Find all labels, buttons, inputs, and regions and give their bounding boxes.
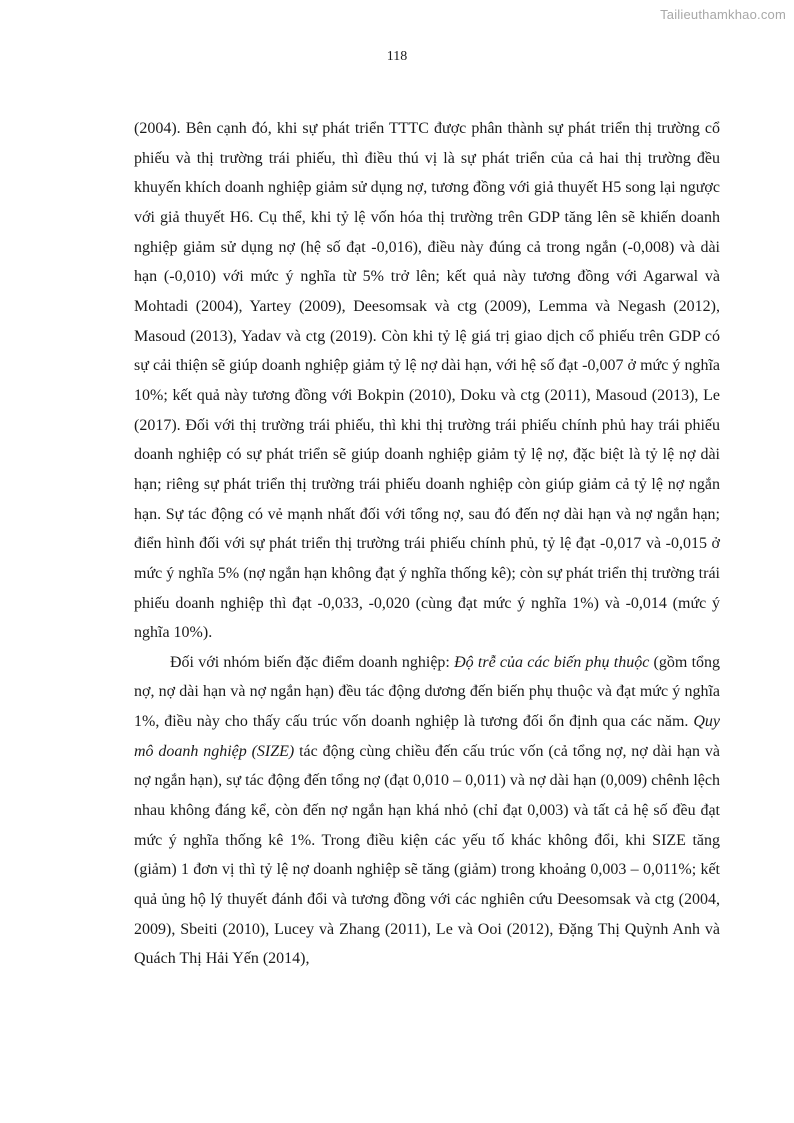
italic-term-firm-size: Quy mô doanh nghiệp (SIZE) <box>134 713 720 760</box>
document-body <box>134 114 720 974</box>
paragraph-text: (gồm tổng nợ, nợ dài hạn và nợ ngắn hạn) đều tác động dương đến biến phụ thuộc và đạt mức ý nghĩa 1%, điều này cho thấy cấu trúc vốn doanh nghiệp là tương đối ổn định qua các năm. <box>134 653 721 731</box>
watermark-text: Tailieuthamkhao.com <box>660 7 786 22</box>
page-number: 118 <box>386 49 408 64</box>
paragraph-continuation <box>134 114 720 648</box>
italic-term-lagged-dependent: Độ trễ của các biến phụ thuộc <box>454 653 650 671</box>
paragraph-firm-characteristics <box>134 648 720 974</box>
paragraph-text: tác động cùng chiều đến cấu trúc vốn (cả tổng nợ, nợ dài hạn và nợ ngắn hạn), sự tác động đến tổng nợ (đạt 0,010 – 0,011) và nợ dài hạn (0,009) chênh lệch nhau không đáng kể, còn đến nợ ngắn hạn khá nhỏ (chỉ đạt 0,003) và tất cả hệ số đều đạt mức ý nghĩa thống kê 1%. Trong điều kiện các yếu tố khác không đổi, khi SIZE tăng (giảm) 1 đơn vị thì tỷ lệ nợ doanh nghiệp sẽ tăng (giảm) trong khoảng 0,003 – 0,011%; kết quả ủng hộ lý thuyết đánh đổi và tương đồng với các nghiên cứu Deesomsak và ctg (2004, 2009), Sbeiti (2010), Lucey và Zhang (2011), Le và Ooi (2012), Đặng Thị Quỳnh Anh và Quách Thị Hải Yến (2014), <box>134 742 720 968</box>
paragraph-text: (2004). Bên cạnh đó, khi sự phát triển TTTC được phân thành sự phát triển thị trường cổ phiếu và thị trường trái phiếu, thì điều thú vị là sự phát triển của cả hai thị trường đều khuyến khích doanh nghiệp giảm sử dụng nợ, tương đồng với giả thuyết H5 song lại ngược với giả thuyết H6. Cụ thể, khi tỷ lệ vốn hóa thị trường trên GDP tăng lên sẽ khiến doanh nghiệp giảm sử dụng nợ (hệ số đạt -0,016), điều này đúng cả trong ngắn (-0,008) và dài hạn (-0,010) với mức ý nghĩa từ 5% trở lên; kết quả này tương đồng với Agarwal và Mohtadi (2004), Yartey (2009), Deesomsak và ctg (2009), Lemma và Negash (2012), Masoud (2013), Yadav và ctg (2019). Còn khi tỷ lệ giá trị giao dịch cổ phiếu trên GDP có sự cải thiện sẽ giúp doanh nghiệp giảm tỷ lệ nợ dài hạn, với hệ số đạt -0,007 ở mức ý nghĩa 10%; kết quả này tương đồng với Bokpin (2010), Doku và ctg (2011), Masoud (2013), Le (2017). Đối với thị trường trái phiếu, thì khi thị trường trái phiếu chính phủ hay trái phiếu doanh nghiệp có sự phát triển sẽ giúp doanh nghiệp giảm tỷ lệ nợ, đặc biệt là tỷ lệ nợ dài hạn; riêng sự phát triển thị trường trái phiếu doanh nghiệp còn giúp giảm cả tỷ lệ nợ ngắn hạn. Sự tác động có vẻ mạnh nhất đối với tổng nợ, sau đó đến nợ dài hạn và nợ ngắn hạn; điển hình đối với sự phát triển thị trường trái phiếu chính phủ, tỷ lệ đạt -0,017 và -0,015 ở mức ý nghĩa 5% (nợ ngắn hạn không đạt ý nghĩa thống kê); còn sự phát triển thị trường trái phiếu doanh nghiệp thì đạt -0,033, -0,020 (cùng đạt mức ý nghĩa 1%) và -0,014 (mức ý nghĩa 10%). <box>134 120 720 642</box>
paragraph-text: Đối với nhóm biến đặc điểm doanh nghiệp: <box>170 653 455 671</box>
